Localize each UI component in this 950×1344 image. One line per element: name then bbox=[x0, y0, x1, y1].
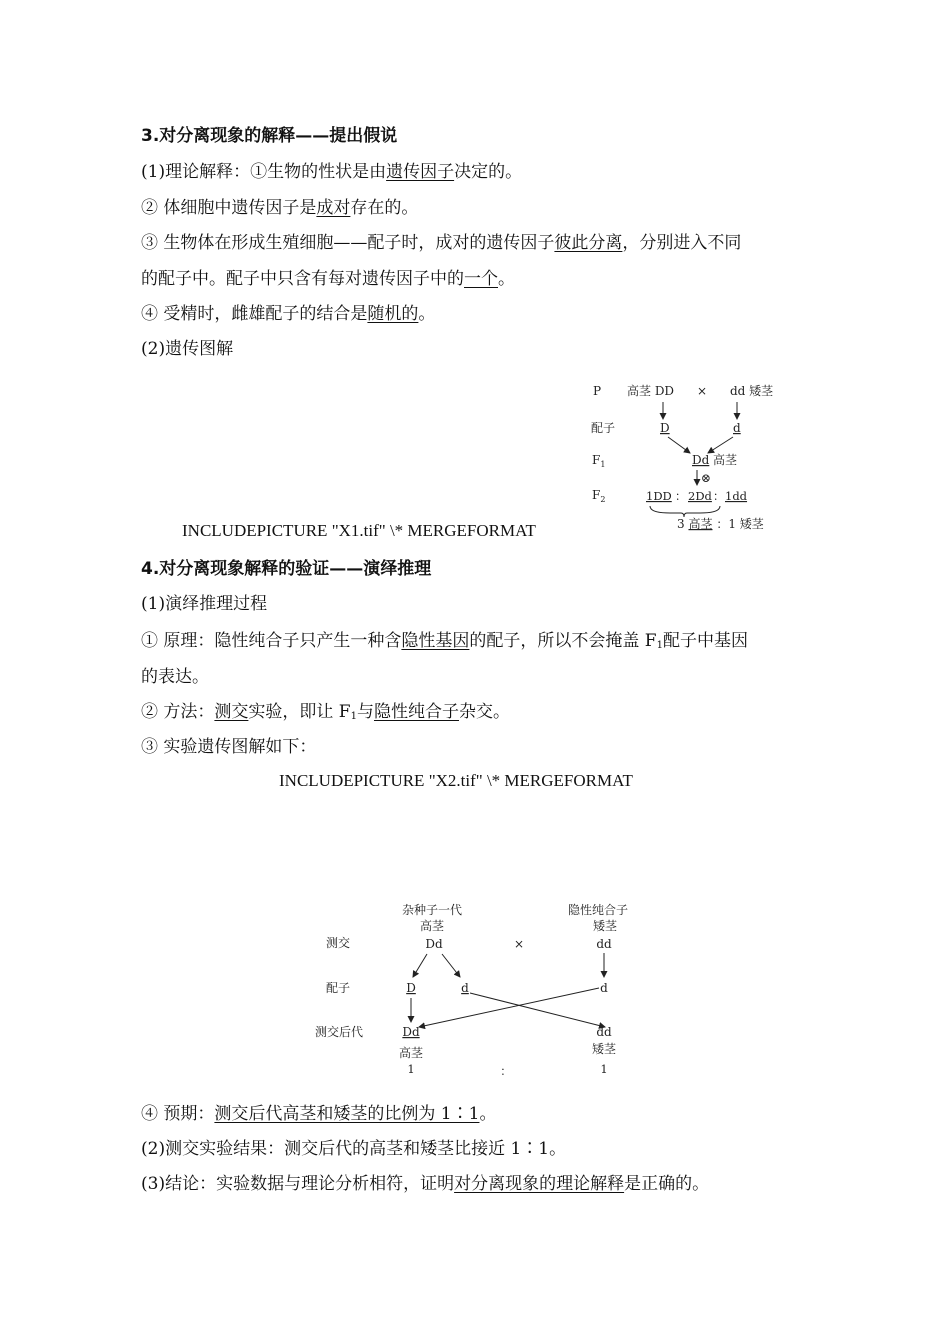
deduction-line-5: ③ 实验遗传图解如下： bbox=[141, 737, 317, 757]
selfing-symbol: ⊗ bbox=[701, 471, 712, 485]
gamete-label: 配子 bbox=[326, 981, 351, 995]
parent-hybrid: Dd bbox=[425, 937, 443, 951]
ratio-colon: ： bbox=[713, 489, 725, 503]
gamete-d: d bbox=[733, 421, 741, 435]
arrow-split bbox=[413, 954, 427, 977]
theory-line-1: (1)理论解释：①生物的性状是由遗传因子决定的。 bbox=[141, 162, 523, 182]
gamete-D: D bbox=[660, 421, 670, 435]
blank-answer: 彼此分离 bbox=[554, 233, 623, 253]
include-field-x1: INCLUDEPICTURE "X1.tif" \* MERGEFORMAT bbox=[182, 521, 536, 540]
parent-short: dd 矮茎 bbox=[730, 384, 774, 398]
blank-answer: 遗传因子 bbox=[386, 162, 455, 182]
theory-line-5: ④ 受精时，雌雄配子的结合是随机的。 bbox=[141, 304, 436, 324]
testcross-label: 测交 bbox=[326, 936, 351, 950]
f1-genotype: Dd bbox=[692, 453, 710, 467]
f2-dd-recessive: 1dd bbox=[725, 489, 748, 503]
f2-dd-dominant: 1DD bbox=[646, 489, 672, 503]
ratio-2: 1 bbox=[600, 1062, 608, 1076]
arrow-merge bbox=[708, 437, 733, 453]
blank-answer: 隐性纯合子 bbox=[373, 702, 459, 722]
arrow-split bbox=[442, 954, 460, 977]
conclusion-line: (3)结论：实验数据与理论分析相符，证明对分离现象的理论解释是正确的。 bbox=[141, 1174, 710, 1194]
hybrid-title: 杂种子一代 bbox=[401, 903, 463, 917]
deduction-line-3: 的表达。 bbox=[141, 667, 209, 687]
genetic-diagram-x1 bbox=[580, 375, 795, 535]
cross-symbol: × bbox=[513, 937, 525, 951]
theory-line-2: ② 体细胞中遗传因子是成对存在的。 bbox=[141, 198, 419, 218]
offspring-short: 矮茎 bbox=[591, 1042, 617, 1056]
arrow-cross bbox=[470, 993, 605, 1027]
f1-phenotype: 高茎 bbox=[713, 453, 738, 467]
recessive-title: 隐性纯合子 bbox=[567, 903, 629, 917]
include-field-x2: INCLUDEPICTURE "X2.tif" \* MERGEFORMAT bbox=[279, 771, 633, 790]
expectation-line: ④ 预期：测交后代高茎和矮茎的比例为 1∶1。 bbox=[141, 1104, 497, 1124]
blank-answer: 隐性基因 bbox=[401, 631, 470, 651]
gamete-d-recessive: d bbox=[600, 981, 608, 995]
p-label: P bbox=[593, 384, 602, 398]
diagram-label: (2)遗传图解 bbox=[141, 339, 234, 359]
parent-recessive: dd bbox=[596, 937, 612, 951]
gamete-label: 配子 bbox=[591, 421, 616, 435]
deduction-line-1: (1)演绎推理过程 bbox=[141, 594, 268, 614]
result-line: (2)测交实验结果：测交后代的高茎和矮茎比接近 1∶1。 bbox=[141, 1139, 567, 1159]
blank-answer: 成对 bbox=[316, 198, 351, 218]
blank-answer: 测交 bbox=[214, 702, 249, 722]
blank-answer: 随机的 bbox=[367, 304, 419, 324]
arrow-cross bbox=[419, 988, 599, 1027]
section4-heading: 4.对分离现象解释的验证——演绎推理 bbox=[141, 559, 432, 579]
recessive-phenotype: 矮茎 bbox=[592, 919, 618, 933]
parent-tall: 高茎 DD bbox=[627, 384, 675, 398]
blank-answer: 对分离现象的理论解释 bbox=[454, 1174, 625, 1194]
arrow-merge bbox=[668, 437, 690, 453]
blank-answer: 一个 bbox=[464, 269, 498, 289]
theory-line-3: ③ 生物体在形成生殖细胞——配子时，成对的遗传因子彼此分离，分别进入不同 bbox=[141, 233, 742, 253]
gamete-D: D bbox=[406, 981, 416, 995]
ratio-colon: ： bbox=[500, 1064, 512, 1078]
offspring-Dd: Dd bbox=[402, 1025, 420, 1039]
f2-ratio: 3 高茎 ：1 矮茎 bbox=[677, 517, 764, 531]
offspring-dd: dd bbox=[596, 1025, 612, 1039]
deduction-line-4: ② 方法：测交实验，即让 $F_1$与隐性纯合子杂交。 bbox=[141, 702, 510, 722]
f2-label: $F_2$ bbox=[592, 488, 606, 504]
gamete-d-hybrid: d bbox=[461, 981, 469, 995]
cross-symbol: × bbox=[697, 384, 708, 398]
brace bbox=[650, 506, 720, 517]
f1-label: $F_1$ bbox=[592, 453, 606, 469]
blank-answer: 测交后代高茎和矮茎的比例为 1∶1 bbox=[214, 1104, 480, 1124]
deduction-line-2: ① 原理：隐性纯合子只产生一种含隐性基因的配子，所以不会掩盖 $F_1$配子中基因 bbox=[141, 631, 748, 651]
offspring-label: 测交后代 bbox=[315, 1025, 364, 1039]
offspring-tall: 高茎 bbox=[398, 1046, 424, 1060]
f2-heterozygote: 2Dd bbox=[688, 489, 712, 503]
testcross-diagram-x2 bbox=[305, 895, 650, 1080]
ratio-1: 1 bbox=[407, 1062, 415, 1076]
theory-line-4: 的配子中。配子中只含有每对遗传因子中的一个。 bbox=[141, 269, 515, 289]
hybrid-phenotype: 高茎 bbox=[419, 919, 445, 933]
section3-heading: 3.对分离现象的解释——提出假说 bbox=[141, 126, 398, 146]
ratio-colon: ： bbox=[675, 489, 687, 503]
